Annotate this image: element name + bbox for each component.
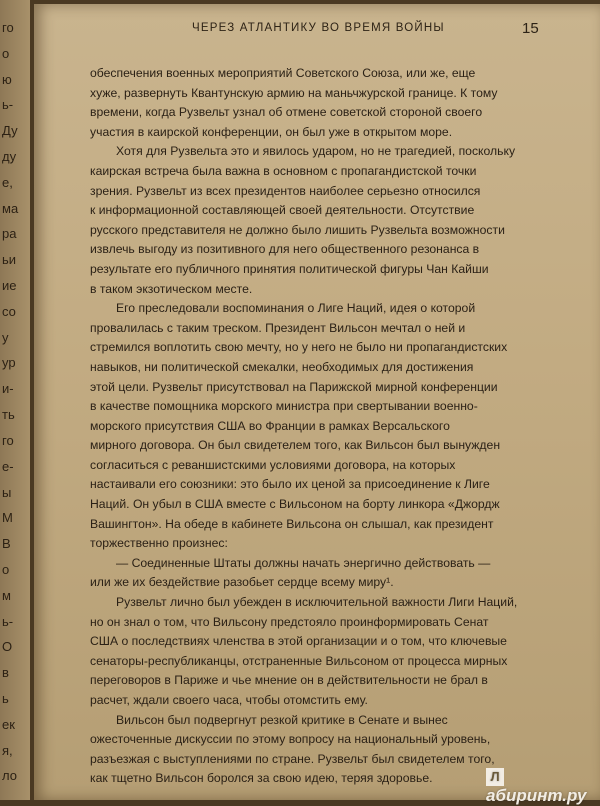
text-line: хуже, развернуть Квантунскую армию на маньчжурской границе. К тому bbox=[90, 85, 498, 100]
text-line: морского присутствия США во Франции в рамках Версальского bbox=[90, 418, 450, 433]
left-page-fragment: В bbox=[2, 536, 11, 551]
text-line: обеспечения военных мероприятий Советского Союза, или же, еще bbox=[90, 66, 476, 80]
left-page-fragment: Ду bbox=[2, 123, 18, 138]
left-page-fragment: ма bbox=[2, 201, 19, 216]
text-line: переговоров в Париже и чье мнение он в действительности не брал в bbox=[90, 673, 488, 688]
text-line: навыков, ни политической смекалки, необходимых для достижения bbox=[90, 359, 474, 374]
paragraph bbox=[90, 64, 550, 142]
text-line: извлечь выгоду из позитивного для него общественного резонанса в bbox=[90, 242, 480, 257]
left-page-fragment: и- bbox=[2, 381, 14, 396]
text-line: Рузвельт лично был убежден в исключительной важности Лиги Наций, bbox=[116, 595, 518, 610]
running-title: ЧЕРЕЗ АТЛАНТИКУ ВО ВРЕМЯ ВОЙНЫ bbox=[192, 22, 445, 34]
text-line: в таком экзотическом месте. bbox=[90, 281, 253, 296]
left-page-fragment: о bbox=[2, 562, 10, 577]
text-line: стремился воплотить свою мечту, но у него не было ни пропагандистских bbox=[90, 340, 508, 355]
text-line: разъезжая с выступлениями по стране. Рузвельт был свидетелем того, bbox=[90, 751, 495, 766]
left-page-fragment: со bbox=[2, 304, 16, 319]
paragraph bbox=[90, 142, 550, 299]
text-line: участия в каирской конференции, он был уже в открытом море. bbox=[90, 124, 453, 139]
watermark-logo bbox=[486, 766, 600, 806]
left-page-fragment: ю bbox=[2, 72, 12, 87]
text-line: ожесточенные дискуссии по этому вопросу на национальный уровень, bbox=[90, 732, 491, 747]
text-line: этой цели. Рузвельт присутствовал на Парижской мирной конференции bbox=[90, 379, 498, 394]
text-line: сенаторы-республиканцы, отстраненные Вильсоном от процесса мирных bbox=[90, 653, 508, 668]
text-line: Его преследовали воспоминания о Лиге Наций, идея о которой bbox=[116, 301, 476, 316]
text-line: в качестве помощника морского министра при свертывании военно- bbox=[90, 399, 478, 414]
text-line: США о последствиях членства в этой организации и о том, что ключевые bbox=[90, 634, 507, 649]
left-page-fragment: е, bbox=[2, 175, 13, 190]
left-page-fragment: ло bbox=[2, 768, 17, 783]
left-page-fragment: О bbox=[2, 639, 13, 654]
left-page-fragment: м bbox=[2, 588, 11, 603]
text-line: торжественно произнес: bbox=[90, 536, 228, 551]
text-line: — Соединенные Штаты должны начать энергично действовать — bbox=[116, 555, 491, 570]
text-line: времени, когда Рузвельт узнал об отмене советской стороной своего bbox=[90, 105, 483, 120]
text-line: настаивали его союзники: это было их ценой за присоединение к Лиге bbox=[90, 477, 490, 492]
left-page-fragment: ек bbox=[2, 717, 15, 732]
text-line: Наций. Он убыл в США вместе с Вильсоном на борту линкора «Джордж bbox=[90, 497, 500, 512]
left-page-fragment: ь- bbox=[2, 614, 14, 629]
page-number: 15 bbox=[522, 20, 539, 37]
watermark-text: абиринт.ру bbox=[486, 786, 587, 805]
text-line: русского представителя не должно было лишить Рузвельта возможности bbox=[90, 222, 505, 237]
left-page-fragment: ду bbox=[2, 149, 17, 164]
text-line: результате его публичного принятия политической фигуры Чан Кайши bbox=[90, 261, 489, 276]
left-page-fragment: е- bbox=[2, 459, 14, 474]
left-page-fragment: ть bbox=[2, 407, 15, 422]
left-page-fragment: ие bbox=[2, 278, 17, 293]
left-page-fragment: М bbox=[2, 510, 13, 525]
left-page-fragment: ь bbox=[2, 691, 9, 706]
text-line: или же их бездействие разобьет сердце всему миру¹. bbox=[90, 575, 394, 590]
left-page-fragment: ы bbox=[2, 485, 12, 500]
left-page-fragment: ь- bbox=[2, 97, 14, 112]
text-line: расчет, ждали своего часа, чтобы отомстить ему. bbox=[90, 693, 368, 707]
paragraph bbox=[90, 299, 550, 554]
paragraph bbox=[90, 593, 550, 711]
text-line: Вашингтон». На обеде в кабинете Вильсона он слышал, как президент bbox=[90, 516, 494, 531]
body-text bbox=[90, 64, 550, 789]
left-page-fragment: я, bbox=[2, 743, 13, 758]
left-page-fragment: го bbox=[2, 433, 14, 448]
watermark-logo-letter: Л bbox=[486, 768, 504, 786]
text-line: зрения. Рузвельт из всех президентов наиболее серьезно относился bbox=[90, 183, 481, 198]
left-page-fragment: в bbox=[2, 665, 9, 680]
paragraph bbox=[90, 711, 550, 789]
left-page-fragment: о bbox=[2, 46, 10, 61]
text-line: мирного договора. Он был свидетелем того, как Вильсон был вынужден bbox=[90, 438, 501, 453]
left-page-fragment: у bbox=[2, 330, 9, 345]
quote-paragraph bbox=[90, 554, 550, 593]
text-line: как тщетно Вильсон боролся за свою идею, теряя здоровье. bbox=[90, 771, 433, 786]
book-page bbox=[34, 4, 600, 805]
text-line: провалилась с таким треском. Президент Вильсон мечтал о ней и bbox=[90, 320, 466, 335]
text-line: Хотя для Рузвельта это и явилось ударом, но не трагедией, поскольку bbox=[116, 144, 516, 159]
left-page-edge bbox=[0, 0, 30, 800]
left-page-fragment: ра bbox=[2, 226, 17, 241]
text-line: но он знал о том, что Вильсону предстояло проинформировать Сенат bbox=[90, 614, 489, 629]
left-page-fragment: ьи bbox=[2, 252, 17, 267]
text-line: Вильсон был подвергнут резкой критике в Сенате и вынес bbox=[116, 712, 448, 727]
left-page-fragment: го bbox=[2, 20, 14, 35]
text-line: к информационной составляющей своей деятельности. Отсутствие bbox=[90, 203, 475, 218]
text-line: согласиться с реваншистскими условиями договора, на которых bbox=[90, 457, 456, 472]
left-page-fragment: ур bbox=[2, 355, 16, 370]
text-line: каирская встреча была важна в основном с пропагандистской точки bbox=[90, 163, 477, 178]
